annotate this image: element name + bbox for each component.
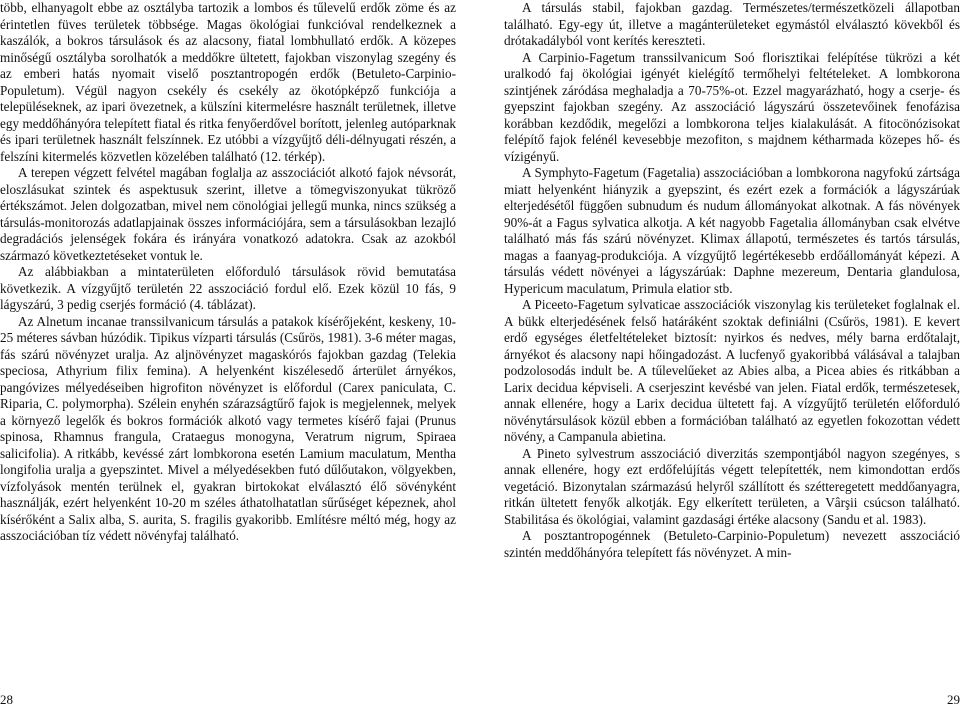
paragraph: A Pineto sylvestrum asszociáció diverzitás szempontjából nagyon szegényes, s annak ellenére, hogy ezt erdőfelújítás végett telepítették, nem kimondottan erdős vegetáció. Bizonytalan származású helyről szállított és szétteregetett meddőanyagra, ritkán ültetett fenyők alkotják. Egy elkerített területen, a Vârşii csúcson található. Stabilitása és ökológiai, valamint gazdasági értéke alacsony (Sandu et al. 1983). <box>504 445 960 527</box>
paragraph: több, elhanyagolt ebbe az osztályba tartozik a lombos és tűlevelű erdők zöme és az érintetlen füves területek többsége. Magas ökológiai funkcióval rendelkeznek a kaszálók, a bokros társulások és az alacsony, fiatal lombhullató erdők. A közepes minőségű osztályba sorolhatók a meddőkre ültetett, fajokban viszonylag szegény és az emberi hatás nyomait viselő posztantropogén erdők (Betuleto-Carpinio-Populetum). Végül nagyon csekély és csekély az ökotópképző funkciója a településeknek, az ipari övezetnek, a külszíni kitermelésre használt területnek, illetve egy meddőhányóra telepített fiatal és ritka fenyőerdővel borított, jelenleg autóparknak és ipari területnek használt felszínnek. Ez utóbbi a vízgyűjtő déli-délnyugati részén, a felszíni kitermelés közvetlen közelében található (12. térkép). <box>0 0 456 164</box>
paragraph: A posztantropogénnek (Betuleto-Carpinio-Populetum) nevezett asszociáció szintén meddőhányóra telepített fás növényzet. A min- <box>504 528 960 560</box>
paragraph: A társulás stabil, fajokban gazdag. Természetes/természetközeli állapotban található. Egy-egy út, illetve a magánterületeket egymástól elválasztó kövekből és drótakadályból vont kerítés kereszteti. <box>504 0 960 48</box>
paragraph: Az alábbiakban a mintaterületen előforduló társulások rövid bemutatása következik. A vízgyűjtő területén 22 asszociáció fordul elő. Ezek közül 10 fás, 9 lágyszárú, 3 pedig cserjés formáció (4. táblázat). <box>0 264 456 312</box>
right-page-text <box>504 0 960 561</box>
page-number: 28 <box>0 692 13 707</box>
paragraph: A Carpinio-Fagetum transsilvanicum Soó florisztikai felépítése tükrözi a két uralkodó faj ökológiai igényét kielégítő termőhelyi feltételeket. A lombkorona szintjének záródása meghaladja a 70-75%-ot. Ezzel magyarázható, hogy a cserje- és gyepszint fajokban szegény. Az asszociáció lágyszárú összetevőinek fenofázisa korábban kezdődik, megelőzi a lombkorona teljes kialakulását. A fitocönózisokat felépítő fajok felénél kevesebbje mezofiton, s majdnem kétharmada közepes hő- és vízigényű. <box>504 49 960 164</box>
right-page <box>504 0 960 713</box>
paragraph: Az Alnetum incanae transsilvanicum társulás a patakok kísérőjeként, keskeny, 10-25 méteres sávban húzódik. Tipikus vízparti társulás (Csűrös, 1981). 3-6 méter magas, fás szárú növényzet uralja. Az aljnövényzet magaskórós fajokban gazdag (Telekia speciosa, Athyrium filix femina). A helyenként kiszélesedő árterület árnyékos, pangóvizes mélyedéseiben higrofiton növényzet is előfordul (Carex paniculata, C. Riparia, C. polymorpha). Szélein enyhén szárazságtűrő fajok is megjelennek, melyek a környező legelők és bokros formációk alkotó vagy termetes kísérő fajai (Prunus spinosa, Rhamnus frangula, Crataegus monogyna, Veratrum nigrum, Spiraea salicifolia). A ritkább, kevéssé zárt lombkorona esetén Lamium maculatum, Mentha longifolia uralja a gyepszintet. Mivel a mélyedésekben futó dűlőutakon, völgyekben, vízfolyások mentén terülnek el, gyakran birtokokat elválasztó élő sövényként használják, ezért helyenként 10-20 m széles áthatolhatatlan sűrűséget képeznek, ahol kísérőként a Salix alba, S. aurita, S. fragilis gyakoribb. Említésre méltó még, hogy az asszociációban tíz védett növényfaj található. <box>0 313 456 543</box>
left-page <box>0 0 456 713</box>
paragraph: A Symphyto-Fagetum (Fagetalia) asszociációban a lombkorona nagyfokú zártsága miatt helyenként hiányzik a gyepszint, és ezért ezek a formációk a lágyszárúak elterjedésétől függően subnudum és nudum állományokat alkotnak. A fás növények 90%-át a Fagus sylvatica alkotja. A két nagyobb Fagetalia állományban csak elvétve található más fás szárú növényzet. Klimax állapotú, természetes és tartós társulás, magas a faanyag-produkciója. A vízgyűjtő legértékesebb erdőállományát képezi. A társulás védett növényei a lágyszárúak: Daphne mezereum, Dentaria glandulosa, Hypericum maculatum, Primula elatior stb. <box>504 165 960 296</box>
paragraph: A terepen végzett felvétel magában foglalja az asszociációt alkotó fajok névsorát, eloszlásukat szintek és aspektusuk szerint, illetve a tömegviszonyukat tükröző értékszámot. Jelen dolgozatban, mivel nem cönológiai jellegű munka, nincs szükség a társulás-monitorozás adatlapjainak összes információjára, sem a társulásokban lezajló degradációs jelenségek fokára és irányára vonatkozó adatokra. Csak az azokból származó következtetéseket vontuk le. <box>0 165 456 263</box>
page-number: 29 <box>947 692 960 707</box>
left-page-text <box>0 0 456 545</box>
paragraph: A Piceeto-Fagetum sylvaticae asszociációk viszonylag kis területeket foglalnak el. A bükk elterjedésének felső határáként szoktak definiálni (Csűrös, 1981). E kevert erdő egységes életfeltételeket biztosít: nyirkos és nedves, mély barna erdőtalajt, árnyékot és alacsony napi hőingadozást. A lucfenyő gyakoribbá válásával a talajban podzolosodás indult be. A tűlevelűeket az Abies alba, a Picea abies és ritkábban a Larix decidua képviseli. A cserjeszint kevésbé van jelen. Fiatal erdők, természetesek, annak ellenére, hogy a Larix decidua ültetett faj. A vízgyűjtő területén előforduló növénytársulások közül ebben a formációban található az egyetlen fokozottan védett növény, a Campanula abietina. <box>504 297 960 444</box>
